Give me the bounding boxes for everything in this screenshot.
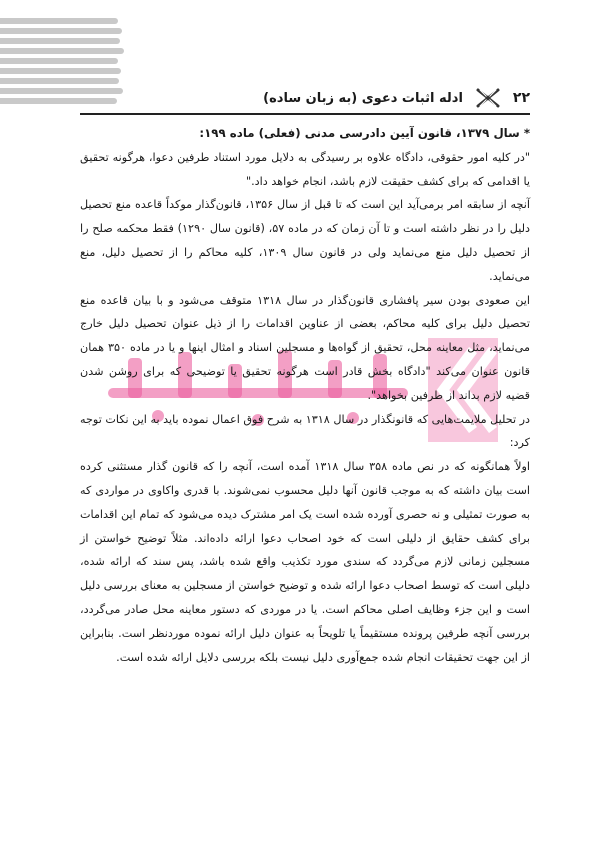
paragraph: در تحلیل ملایمت‌هایی که قانونگذار در سال ۱۳۱۸ به شرح فوق اعمال نموده باید به این نکات توجه کرد: — [80, 412, 531, 450]
section-heading: * سال ۱۳۷۹، قانون آیین دادرسی مدنی (فعلی) ماده ۱۹۹: — [199, 126, 530, 140]
decorative-bar — [0, 38, 120, 44]
decorative-bar — [0, 58, 118, 64]
paragraph: "در کلیه امور حقوقی، دادگاه علاوه بر رسیدگی به دلایل مورد استناد طرفین دعوا، هرگونه تحقیق یا اقدامی که برای کشف حقیقت لازم باشد، انجام خواهد داد." — [80, 150, 530, 188]
running-header — [80, 85, 530, 111]
decorative-bar — [0, 28, 122, 34]
header-rule — [80, 113, 530, 115]
page-number: ۲۲ — [512, 90, 530, 106]
decorative-bar — [0, 68, 121, 74]
paragraph: این صعودی بودن سیر پافشاری قانون‌گذار در سال ۱۳۱۸ متوقف می‌شود و با بیان قاعده منع تحصیل دلیل برای کلیه محاکم، بعضی از عناوین اقدامات را از ذیل عنوان تحصیل دلیل خارج می‌نماید، مثل معاینه محل، تحقیق از گواه‌ها و مسجلین اسناد و امثال اینها و یا در ماده ۳۵۰ همان قانون عنوان می‌کند "دادگاه بخش قادر است هرگونه تحقیق یا توضیحی که برای روشن شدن قضیه لازم بداند از طرفین بخواهد". — [80, 293, 531, 402]
main-text — [80, 122, 530, 669]
crossed-ornament-icon — [475, 87, 501, 109]
running-title: ادله اثبات دعوی (به زبان ساده) — [263, 90, 463, 106]
decorative-bar — [0, 78, 119, 84]
decorative-bar — [0, 48, 124, 54]
paragraph: اولاً همانگونه که در نص ماده ۳۵۸ سال ۱۳۱۸ آمده است، آنچه را که قانون گذار مستثنی کرده است بیان داشته که به موجب قانون آنها دلیل محسوب نمی‌شوند. با قدری واکاوی در مواردی که به صورت تمثیلی و نه حصری آورده شده است یک امر مشترک دیده می‌شود که تمام این اقدامات برای کشف حقایق از دلیلی است که خود اصحاب دعوا ارائه داده‌اند. مثلاً توضیح خواستن از مسجلین زمانی لازم می‌گردد که سندی مورد تکذیب واقع شده باشد، پس سند که ارائه شده، دلیلی است که توسط اصحاب دعوا ارائه شده و توضیح خواستن از مسجلین به معنای بررسی دلیل است و این جزء وظایف اصلی محاکم است. یا در موردی که دستور معاینه محل صادر می‌گردد، بررسی آنچه طرفین پرونده مستقیماً یا تلویحاً به عنوان دلیل ارائه نموده موردنظر است. بنابراین از این جهت تحقیقات انجام شده جمع‌آوری دلیل نیست بلکه بررسی دلایل ارائه شده است. — [80, 460, 530, 664]
decorative-bar — [0, 18, 118, 24]
paragraph: آنچه از سابقه امر برمی‌آید این است که تا قبل از سال ۱۳۵۶، قانون‌گذار موکداً قاعده منع تحصیل دلیل را در نظر داشته است و تا آن زمان که در ماده ۵۷، (قانون سال ۱۲۹۰) فقط محکمه صلح را از تحصیل دلیل منع می‌نماید ولی در قانون سال ۱۳۰۹، کلیه محاکم را از تحصیل دلیل، منع می‌نماید. — [80, 198, 531, 283]
